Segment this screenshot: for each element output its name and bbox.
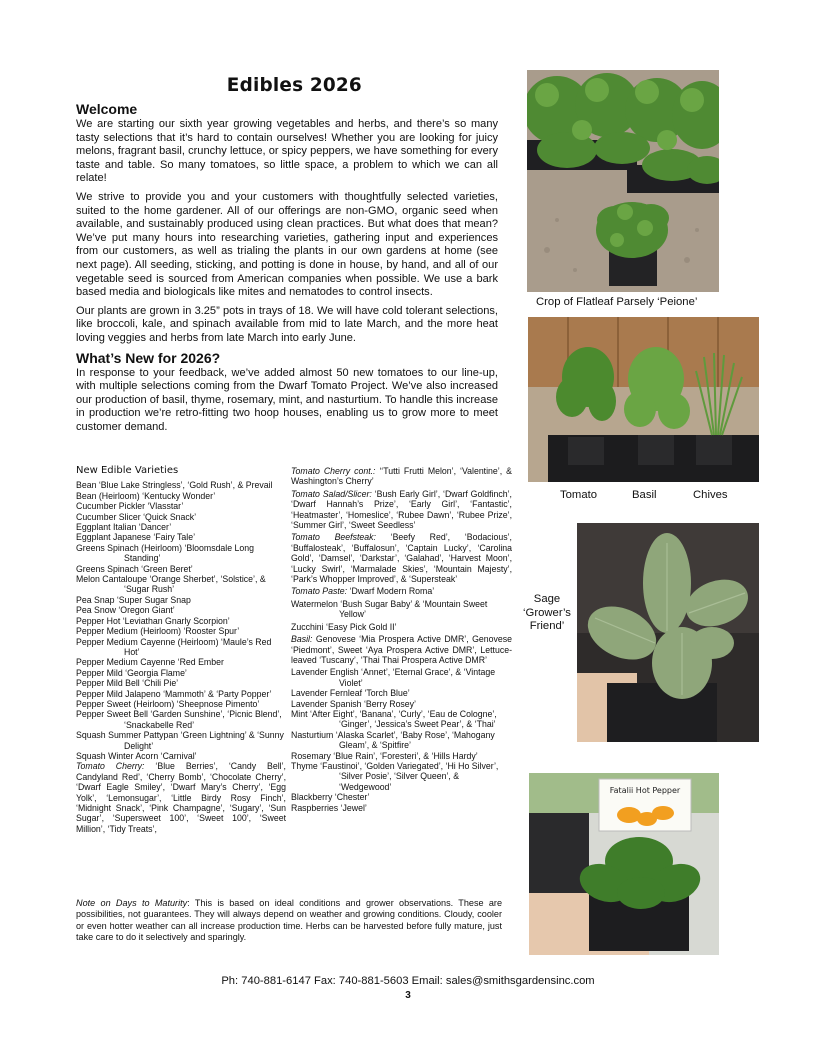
herb-item: Lavender Spanish ‘Berry Rosey’ — [291, 698, 416, 709]
sage-caption-line-2: ‘Grower’s — [523, 606, 571, 619]
days-to-maturity-note — [76, 898, 502, 943]
variety-item: Pepper Sweet (Heirloom) ‘Sheepnose Pimento’ — [76, 698, 260, 709]
herb-trio-illustration — [528, 317, 759, 482]
whats-new-heading: What’s New for 2026? — [76, 349, 221, 366]
tomato-group-text: ‘Dwarf Modern Roma’ — [347, 586, 435, 597]
variety-item: Pepper Hot ‘Leviathan Gnarly Scorpion’ — [76, 615, 230, 626]
variety-item: Pepper Mild ‘Georgia Flame’ — [76, 667, 187, 678]
welcome-paragraph-2: We strive to provide you and your customers with thoughtfully selected varieties, suited to the home gardener. All of our offerings are non-GMO, organic seed when available, and sustainably produced using clean practices. But what does that mean? We’ve put many hours into researching varieties, gathering input and experiences from our customers, as well as trialing the plants in our own gardens at home (see next page). All seeding, sticking, and potting is done in house, by hand, and all of our vegetable seed is sourced from American companies when possible. We use a bark based media and biologicals like mites and nematodes to control insects. — [76, 190, 498, 299]
herbs-list — [291, 667, 512, 813]
tomato-group-text: ‘‘Tutti Frutti Melon’, ‘Valentine’, & Washington’s Cherry’ — [291, 466, 512, 487]
sage-caption — [521, 593, 573, 634]
variety-item: Greens Spinach ‘Green Beret’ — [76, 563, 193, 574]
herb-item: Lavender Fernleaf ‘Torch Blue’ — [291, 688, 410, 699]
page-number: 3 — [405, 990, 411, 1001]
tomato-group-label: Tomato Beefsteak: — [291, 532, 376, 543]
variety-item: Pepper Mild Bell ‘Chili Pie’ — [76, 678, 179, 689]
variety-item: Eggplant Japanese ‘Fairy Tale’ — [76, 532, 196, 543]
variety-item: Bean (Heirloom) ‘Kentucky Wonder’ — [76, 490, 216, 501]
tomato-cherry-label: Tomato Cherry: — [76, 761, 145, 772]
variety-item: Pepper Medium (Heirloom) ‘Rooster Spur’ — [76, 626, 240, 637]
variety-item: Greens Spinach (Heirloom) ‘Bloomsdale Long Standing’ — [76, 542, 255, 564]
tomato-group-entry — [291, 532, 512, 584]
variety-item: Squash Winter Acorn ‘Carnival’ — [76, 750, 197, 761]
note-text: : This is based on ideal conditions and grower observations. These are possibilities, not guarantees. They will always depend on weather and growing conditions. Cloudy, cooler or even hotter weather can all increase production time. Herbs can be harvested before fully mature, just take care to do it selectively and sparingly. — [76, 898, 502, 942]
variety-item: Pea Snap ‘Super Sugar Snap — [76, 594, 191, 605]
chives-caption: Chives — [693, 489, 728, 501]
tomato-groups-list — [291, 466, 512, 597]
basil-caption: Basil — [632, 489, 657, 501]
tomato-caption: Tomato — [560, 489, 598, 501]
tomato-group-entry — [291, 586, 512, 596]
welcome-paragraph-1: We are starting our sixth year growing vegetables and herbs, and there’s so many tasty selections that it’s hard to contain ourselves! Whether you are looking for juicy melons, fragrant basil, crunchy lettuce, or spicy peppers, we have something for every taste and table. So many tomatoes, so little space, a problem to which we can all relate! — [76, 118, 498, 185]
parsley-caption: Crop of Flatleaf Parsely ‘Peione’ — [536, 296, 698, 308]
variety-item: Pepper Medium Cayenne ‘Red Ember — [76, 657, 224, 668]
varieties-right-column — [291, 466, 512, 813]
variety-item: Pea Snow ‘Oregon Giant’ — [76, 605, 175, 616]
sage-illustration — [577, 523, 759, 742]
pepper-illustration — [529, 773, 719, 955]
welcome-section — [76, 101, 498, 434]
herb-item: Nasturtium ‘Alaska Scarlet’, ‘Baby Rose’, ‘Mahogany Gleam’, & ‘Spitfire’ — [291, 729, 495, 751]
note-label: Note on Days to Maturity — [76, 898, 188, 908]
herb-item: Rosemary ‘Blue Rain’, ‘Foresteri’, & ‘Hills Hardy’ — [291, 750, 478, 761]
tomato-group-label: Tomato Paste: — [291, 586, 348, 597]
tomato-cherry-text: ‘Blue Berries’, ‘Candy Bell’, Candyland Red’, ‘Cherry Bomb’, ‘Chocolate Cherry’, ‘Dwarf Eagle Smiley’, ‘Dwarf Mary’s Cherry’, ‘Egg Yolk’, ‘Lemonsugar’, ‘Little Birdy Rosy Finch’, ‘Midnight Snack’, ‘Pink Champagne’, ‘Sugary’, ‘Sun Sugar’, ‘Supersweet 100’, ‘Sweet 100’, ‘Sweet Million’, ‘Tidy Treats’, — [76, 761, 286, 834]
variety-item: Pepper Mild Jalapeno ‘Mammoth’ & ‘Party Popper’ — [76, 688, 272, 699]
variety-item: Melon Cantaloupe ‘Orange Sherbet’, ‘Solstice’, & ‘Sugar Rush’ — [76, 574, 266, 595]
sage-caption-line-3: Friend’ — [529, 620, 565, 633]
parsley-photo — [527, 70, 719, 292]
variety-item: Bean ‘Blue Lake Stringless’, ‘Gold Rush’, & Prevail — [76, 480, 273, 491]
basil-entry — [291, 634, 512, 665]
variety-item: Pepper Medium Cayenne (Heirloom) ‘Maule’s Red Hot’ — [76, 636, 272, 657]
tomato-group-text: ‘Beefy Red’, ‘Bodacious’, ‘Buffalosteak’, ‘Buffalosun’, ‘Captain Lucky’, ‘Carolina Gold’, ‘Damsel’, ‘Darkstar’, ‘Galahad’, ‘Harvest Moon’, ‘Lucky Swirl’, ‘Marmalade Skies’, ‘Mountain Majesty’, ‘Park’s Whopper Improved’, & ‘Supersteak’ — [291, 532, 512, 585]
varieties-left-list — [76, 480, 286, 761]
tomato-group-entry — [291, 466, 512, 487]
variety-item: Squash Summer Pattypan ‘Green Lightning’ & ‘Sunny Delight’ — [76, 730, 284, 751]
pepper-tag-label: Fatalii Hot Pepper — [609, 786, 681, 795]
tomato-cherry-entry — [76, 761, 286, 834]
welcome-heading: Welcome — [76, 101, 138, 117]
basil-label: Basil: — [291, 634, 313, 645]
zucchini-entry: Zucchini ‘Easy Pick Gold II’ — [291, 621, 397, 632]
herb-item: Raspberries ‘Jewel’ — [291, 802, 367, 813]
parsley-illustration — [527, 70, 719, 292]
herb-item: Blackberry ‘Chester’ — [291, 792, 370, 803]
pepper-photo — [529, 773, 719, 955]
herb-item: Mint ‘After Eight’, ‘Banana’, ‘Curly’, ‘Eau de Cologne’, ‘Ginger’, ‘Jessica’s Sweet Pear’, & ‘Thai’ — [291, 708, 497, 730]
welcome-paragraph-3: Our plants are grown in 3.25” pots in trays of 18. We will have cold tolerant selections, like broccoli, kale, and spinach available from mid to late March, and the more heat loving veggies and herbs from late March into early June. — [76, 304, 498, 344]
page-title: Edibles 2026 — [226, 74, 362, 96]
tomato-group-label: Tomato Cherry cont.: — [291, 466, 376, 476]
sage-caption-line-1: Sage — [533, 593, 561, 605]
tomato-group-label: Tomato Salad/Slicer: — [291, 488, 372, 499]
variety-item: Cucumber Pickler ‘Vlasstar’ — [76, 501, 184, 512]
variety-item: Cucumber Slicer ‘Quick Snack’ — [76, 511, 197, 522]
variety-item: Eggplant Italian ‘Dancer’ — [76, 522, 172, 533]
varieties-heading: New Edible Varieties — [76, 465, 179, 476]
footer-contact: Ph: 740-881-6147 Fax: 740-881-5603 Email: sales@smithsgardensinc.com — [221, 975, 595, 987]
herb-item: Thyme ‘Faustinoi’, ‘Golden Variegated’, ‘Hi Ho Silver’, ‘Silver Posie’, ‘Silver Queen’, & ‘Wedgewood’ — [291, 760, 499, 792]
tomato-group-text: ‘Bush Early Girl’, ‘Dwarf Goldfinch’, ‘Dwarf Hannah’s Prize’, ‘Early Girl’, ‘Fantastic’, ‘Heatmaster’, ‘Homeslice’, ‘Rubee Dawn’, ‘Rubee Prize’, ‘Summer Girl’, ‘Sweet Seedless’ — [291, 488, 512, 531]
sage-photo — [577, 523, 759, 742]
herb-trio-photo — [528, 317, 759, 482]
basil-text: Genovese ‘Mia Prospera Active DMR’, Genovese ‘Piedmont’, Sweet ‘Aya Prospera Active DMR’, Lettuce-leaved ‘Tuscany’, ‘Thai Thai Prospera Active DMR’ — [291, 634, 512, 665]
watermelon-entry: Watermelon ‘Bush Sugar Baby’ & ‘Mountain Sweet Yellow’ — [291, 598, 488, 620]
tomato-group-entry — [291, 489, 512, 531]
herb-item: Lavender English ‘Annet’, ‘Eternal Grace’, & ‘Vintage Violet’ — [291, 667, 496, 688]
varieties-left-column — [76, 466, 286, 834]
whats-new-paragraph: In response to your feedback, we’ve added almost 50 new tomatoes to our line-up, with multiple selections coming from the Dwarf Tomato Project. We’ve also increased our production of basil, thyme, rosemary, mint, and nasturtium. To handle this increase in production we’re retro-fitting two hoop houses, enabling us to grow more to meet customer demand. — [76, 366, 498, 433]
variety-item: Pepper Sweet Bell ‘Garden Sunshine’, ‘Picnic Blend’, ‘Snackabelle Red’ — [76, 709, 282, 730]
